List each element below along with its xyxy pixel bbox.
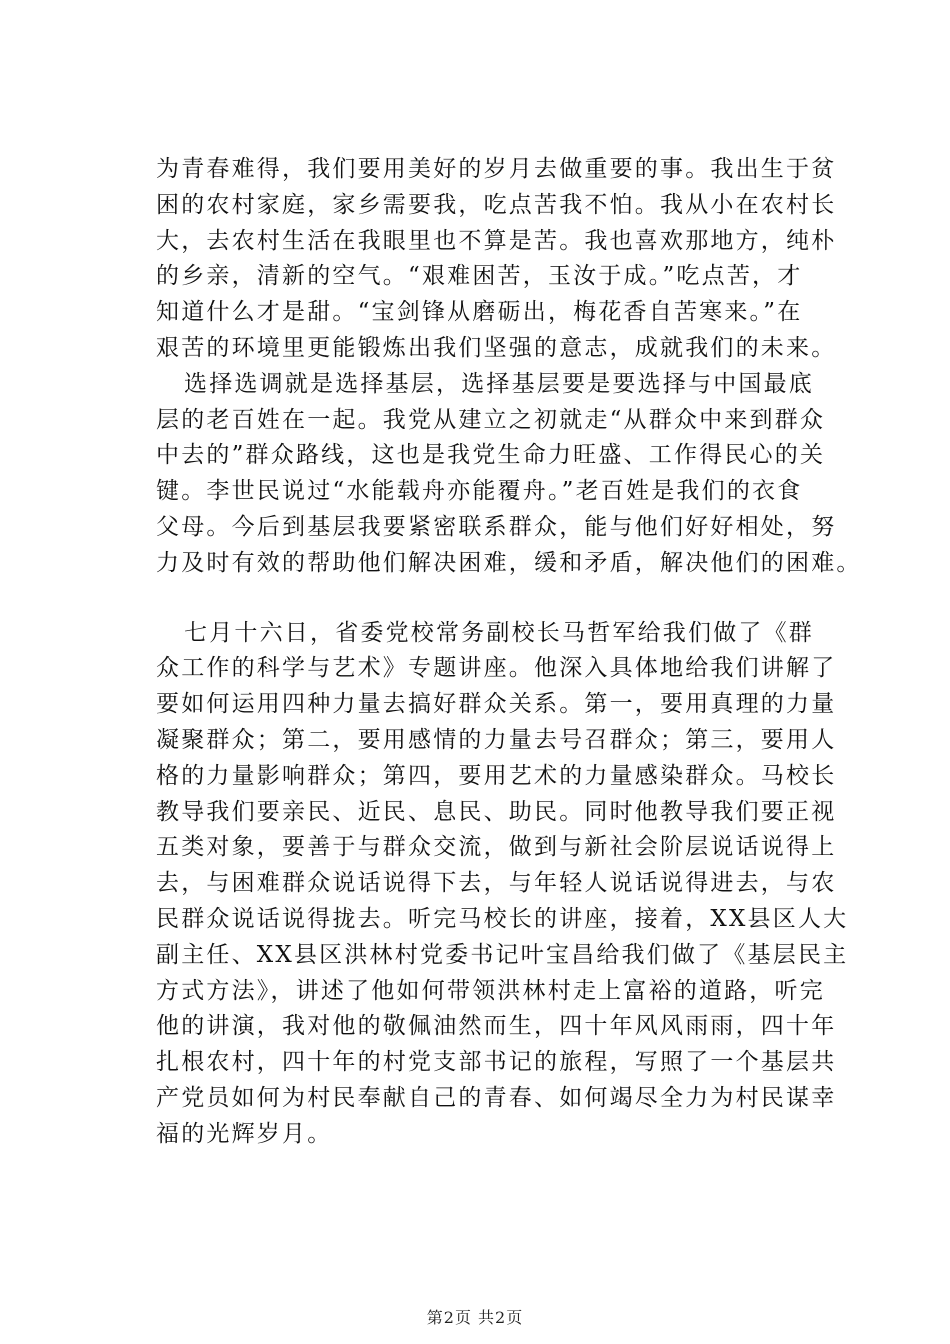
- text-line: 扎根农村，四十年的村党支部书记的旅程，写照了一个基层共: [156, 1049, 837, 1076]
- text-line: 产党员如何为村民奉献自己的青春、如何竭尽全力为村民谋幸: [156, 1084, 837, 1111]
- paragraph-1: [156, 152, 876, 367]
- text-line: 格的力量影响群众；第四，要用艺术的力量感染群众。马校长: [156, 762, 837, 789]
- text-line: 要如何运用四种力量去搞好群众关系。第一，要用真理的力量: [156, 691, 837, 718]
- text-line: 的乡亲，清新的空气。“艰难困苦，玉汝于成。”吃点苦，才: [156, 263, 803, 290]
- text-line: 中去的”群众路线，这也是我党生命力旺盛、工作得民心的关: [156, 442, 826, 469]
- paragraph-spacer: [156, 582, 876, 616]
- text-line: 选择选调就是选择基层，选择基层要是要选择与中国最底: [184, 370, 814, 397]
- text-line: 福的光辉岁月。: [156, 1120, 333, 1147]
- text-line: 方式方法》，讲述了他如何带领洪林村走上富裕的道路，听完: [156, 977, 825, 1004]
- text-line: 七月十六日，省委党校常务副校长马哲军给我们做了《群: [184, 619, 814, 646]
- text-line: 键。李世民说过“水能载舟亦能覆舟。”老百姓是我们的衣食: [156, 478, 803, 505]
- text-line: 困的农村家庭，家乡需要我，吃点苦我不怕。我从小在农村长: [156, 191, 837, 218]
- paragraph-2: [156, 367, 876, 582]
- page-number: 第2页 共2页: [426, 1308, 524, 1327]
- text-line: 他的讲演，我对他的敬佩油然而生，四十年风风雨雨，四十年: [156, 1013, 837, 1040]
- text-line: 父母。今后到基层我要紧密联系群众，能与他们好好相处，努: [156, 513, 837, 540]
- text-line: 层的老百姓在一起。我党从建立之初就走“从群众中来到群众: [156, 406, 826, 433]
- text-line: 为青春难得，我们要用美好的岁月去做重要的事。我出生于贫: [156, 156, 837, 182]
- text-line: 五类对象，要善于与群众交流，做到与新社会阶层说话说得上: [156, 834, 837, 861]
- document-body: [156, 152, 876, 1153]
- text-line: 众工作的科学与艺术》专题讲座。他深入具体地给我们讲解了: [156, 655, 837, 682]
- text-line: 去，与困难群众说话说得下去，与年轻人说话说得进去，与农: [156, 870, 837, 897]
- paragraph-3: [156, 616, 876, 1153]
- text-line: 力及时有效的帮助他们解决困难，缓和矛盾，解决他们的困难。: [156, 549, 862, 576]
- text-line: 民群众说话说得拢去。听完马校长的讲座，接着，XX县区人大: [156, 905, 849, 932]
- page-footer: [0, 1305, 950, 1328]
- text-line: 凝聚群众；第二，要用感情的力量去号召群众；第三，要用人: [156, 726, 837, 753]
- text-line: 艰苦的环境里更能锻炼出我们坚强的意志，成就我们的未来。: [156, 334, 837, 361]
- text-line: 副主任、XX县区洪林村党委书记叶宝昌给我们做了《基层民主: [156, 941, 849, 968]
- text-line: 大，去农村生活在我眼里也不算是苦。我也喜欢那地方，纯朴: [156, 227, 837, 254]
- text-line: 知道什么才是甜。“宝剑锋从磨砺出，梅花香自苦寒来。”在: [156, 299, 803, 326]
- text-line: 教导我们要亲民、近民、息民、助民。同时他教导我们要正视: [156, 798, 837, 825]
